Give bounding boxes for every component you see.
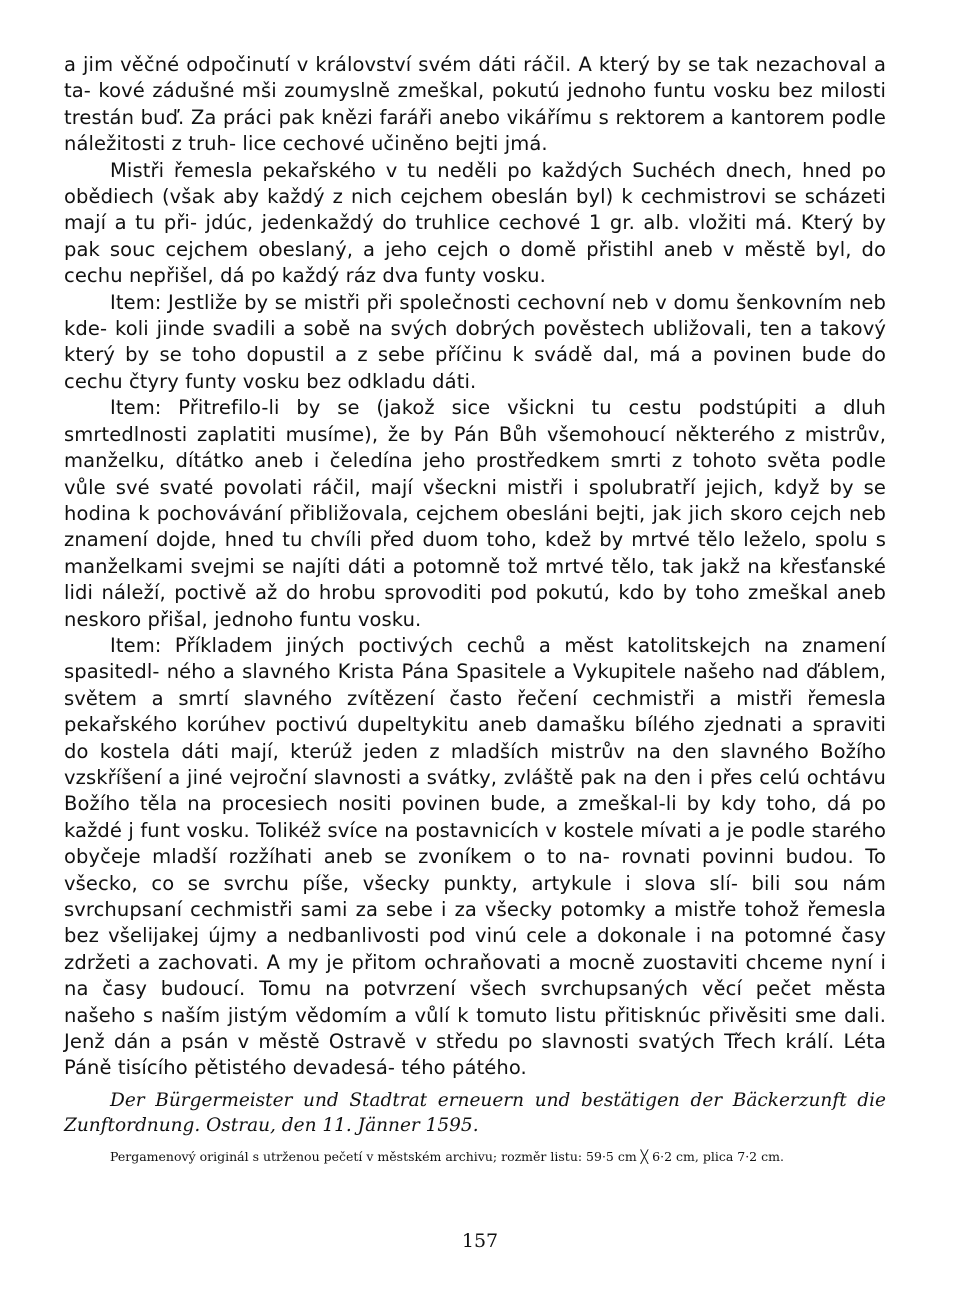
paragraph-quarrels: Item: Jestliže by se mistři při společnosti cechovní neb v domu šenkovním neb kde- koli jinde svadili a sobě na svých dobrých pověstech ubližovali, ten a takový který by se toho dopustil a z sebe příčinu k svádě dal, má a povinen bude do cechu čtyry funty vosku bez odkladu dáti. <box>64 290 886 393</box>
paragraph-continuation: a jim věčné odpočinutí v království svém dáti ráčil. A který by se tak nezachoval a ta- kové zádušné mši zoumyslně zmeškal, pokutú jednoho funtu vosku bez milosti trestán buď. Za práci pak knězi faráři anebo vikářímu s rektorem a kantorem podle náležitosti z truh- lice cechové učiněno bejti jmá. <box>64 53 886 156</box>
paragraph-funerals: Item: Přitrefilo-li by se (jakož sice všickni tu cestu podstúpiti a dluh smrtedlnosti zaplatiti musíme), že by Pán Bůh všemohoucí některého z mistrův, manželku, dítátko aneb i čeledína jeho prostředkem smrti z tohoto světa podle vůle své svaté povolati ráčil, mají všeckni mistři i spolubratří jejich, když by se hodina k pochovávání přibližovala, cejchem obesláni bejti, jak jich skoro cejch neb znamení dojde, hned tu chvíli před duom toho, kdež by mrtvé tělo leželo, spolu s manželkami svejmi se najíti dáti a potomně tož mrtvé tělo, tak jakž na křesťanské lidi náleží, poctivě až do hrobu sprovoditi pod pokutú, kdo by toho zmeškal aneb neskoro přišal, jednoho funtu vosku. <box>64 396 886 631</box>
paragraph-meetings: Mistři řemesla pekařského v tu neděli po každých Suchéch dnech, hned po obědiech (však aby každý z nich cejchem obeslán byl) k cechmistrovi se scházeti mají a tu při- jdúc, jedenkaždý do truhlice cechové 1 gr. alb. vložiti má. Který by pak souc cejchem obeslaný, a jeho cejch o domě přistihl aneb v městě byl, do cechu nepřišel, dá po každý ráz dva funty vosku. <box>64 158 886 288</box>
german-summary: Der Bürgermeister und Stadtrat erneuern und bestätigen der Bäckerzunft die Zunftordnung. Ostrau, den 11. Jänner 1595. <box>64 1089 886 1136</box>
document-body <box>64 52 886 1082</box>
paragraph-banner: Item: Příkladem jiných poctivých cechů a měst katolitskejch na znamení spasitedl- ného a slavného Krista Pána Spasitele a Vykupitele našeho nad ďáblem, světem a smrtí slavného zvítězení často řečení cechmistři a mistři řemesla pekařského korúhev poctivú dupeltykitu aneb damašku bílého zjednati a spraviti do kostela dáti mají, kterúž jeden z mladších mistrův na den slavného Božího vzskříšení a jiné vejroční slavnosti a svátky, zvláště pak na den i přes celú ochtávu Božího těla na procesiech nositi povinen bude, a zmeškal-li by kdy toho, dá po každé j funt vosku. Tolikéž svíce na postavnicích v kostele mívati a je podle starého obyčeje mladší rozžíhati aneb se zvoníkem o to na- rovnati povinni budou. To všecko, co se svrchu píše, všecky punkty, artykule i slova slí- bili sou nám svrchupsaní cechmistři sami za sebe i za všecky potomky a mistře tohož řemesla bez všelijakej újmy a nedbanlivosti pod vinú cele a dokonale i na potomné časy zdržeti a zachovati. A my je přitom ochraňovati a mocně zuostaviti chceme nyní i na časy budoucí. Tomu na potvrzení všech svrchupsaných věcí pečet města našeho s naším jistým vědomím a vůlí k tomuto listu přitisknúc přivěsiti sme dali. Jenž dán a psán v městě Ostravě v středu po slavnosti svatých Třech králí. Léta Páně tisícího pětistého devadesá- tého pátého. <box>64 633 886 1080</box>
page-number: 157 <box>461 1230 499 1252</box>
document-page <box>64 52 886 1166</box>
archival-note: Pergamenový originál s utrženou pečetí v městském archivu; rozměr listu: 59·5 cm ╳ 6·2 cm, plica 7·2 cm. <box>110 1148 784 1164</box>
